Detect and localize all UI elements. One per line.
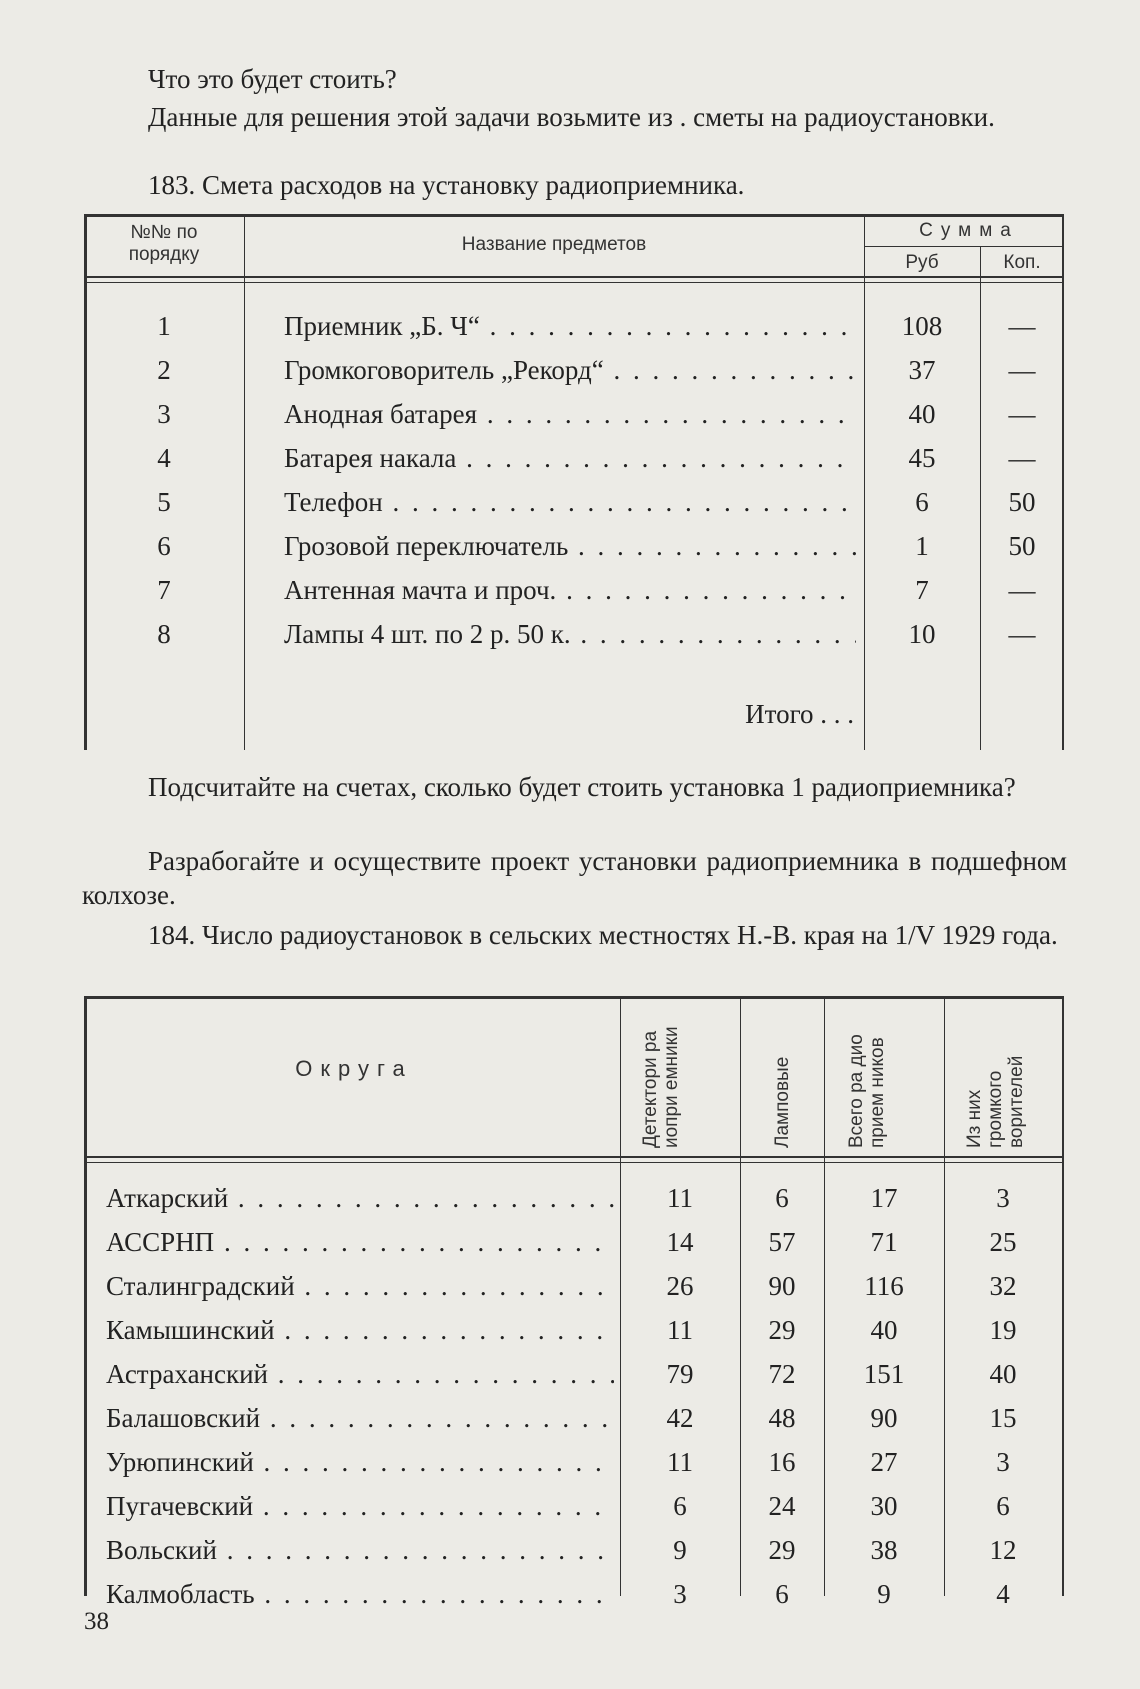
loudspeaker-count: 4 (996, 1579, 1010, 1609)
item-name: Антенная мачта и проч. . . . (284, 568, 856, 612)
item-name: Грозовой переключатель . . . (284, 524, 856, 568)
rule (84, 282, 1064, 283)
loudspeaker-count: 6 (996, 1491, 1010, 1521)
row-number: 7 (157, 575, 171, 605)
task184-heading-text (82, 918, 1067, 952)
header-total: Всего ра дио прием ников (846, 1034, 888, 1148)
item-rub: 6 (915, 487, 929, 517)
total-count: 17 (870, 1183, 898, 1213)
row-number: 2 (157, 355, 171, 385)
detector-count: 11 (667, 1447, 693, 1477)
header-detector: Детектори ра иопри емники (640, 1026, 682, 1148)
header-no: №№ по порядку (128, 222, 200, 265)
item-kop: — (1008, 443, 1036, 473)
lamp-count: 6 (775, 1183, 789, 1213)
rule (84, 1156, 1064, 1158)
item-name: Батарея накала . . . (284, 436, 856, 480)
detector-count: 11 (667, 1183, 693, 1213)
item-rub: 37 (908, 355, 936, 385)
okrug-name: Сталинградский . . . (106, 1264, 614, 1308)
total-count: 38 (870, 1535, 898, 1565)
total-label: Итого . . . (745, 699, 854, 729)
loudspeaker-count: 25 (989, 1227, 1017, 1257)
item-rub: 1 (915, 531, 929, 561)
task184-number: 184. (148, 920, 196, 950)
rule (980, 246, 981, 750)
row-number: 8 (157, 619, 171, 649)
lamp-count: 48 (768, 1403, 796, 1433)
item-name: Телефон . . . (284, 480, 856, 524)
header-okrug: Округа (295, 1056, 413, 1081)
item-kop: 50 (1008, 487, 1036, 517)
task183-heading (82, 168, 1067, 202)
rule (1062, 214, 1064, 750)
rule (864, 214, 865, 750)
lamp-count: 72 (768, 1359, 796, 1389)
project-paragraph (82, 844, 1067, 912)
rule (740, 996, 741, 1596)
row-number: 3 (157, 399, 171, 429)
loudspeaker-count: 3 (996, 1447, 1010, 1477)
row-number: 4 (157, 443, 171, 473)
okrug-name: Камышинский . . . (106, 1308, 614, 1352)
total-count: 9 (877, 1579, 891, 1609)
rule (84, 276, 1064, 278)
total-count: 27 (870, 1447, 898, 1477)
header-loud: Из них громкого ворителей (964, 1055, 1027, 1148)
detector-count: 79 (666, 1359, 694, 1389)
rule (824, 996, 825, 1596)
estimate-table (84, 214, 1064, 750)
total-count: 151 (863, 1359, 905, 1389)
header-kop: Коп. (1003, 252, 1041, 273)
lamp-count: 24 (768, 1491, 796, 1521)
header-sum: Сумма (919, 220, 1019, 241)
item-kop: — (1008, 311, 1036, 341)
total-count: 116 (864, 1271, 904, 1301)
rule (84, 1162, 1064, 1163)
okrug-name: Калмобласть . . . (106, 1572, 614, 1616)
rule (84, 996, 1064, 999)
loudspeaker-count: 12 (989, 1535, 1017, 1565)
rule (1062, 996, 1064, 1596)
loudspeaker-count: 15 (989, 1403, 1017, 1433)
item-rub: 108 (901, 311, 943, 341)
item-name: Лампы 4 шт. по 2 р. 50 к. . . . (284, 612, 856, 656)
lamp-count: 29 (768, 1535, 796, 1565)
detector-count: 14 (666, 1227, 694, 1257)
item-rub: 7 (915, 575, 929, 605)
okrug-name: АССРНП . . . (106, 1220, 614, 1264)
rule (944, 996, 945, 1596)
okrug-name: Балашовский . . . (106, 1396, 614, 1440)
header-name: Название предметов (461, 234, 647, 255)
task184-title: Число радиоустановок в сельских местностях Н.-В. края на 1/V 1929 года. (202, 920, 1058, 950)
row-number: 6 (157, 531, 171, 561)
total-count: 30 (870, 1491, 898, 1521)
okrug-name: Астраханский . . . (106, 1352, 614, 1396)
item-rub: 45 (908, 443, 936, 473)
header-lamp: Ламповые (772, 1056, 793, 1148)
detector-count: 6 (673, 1491, 687, 1521)
total-count: 71 (870, 1227, 898, 1257)
item-kop: — (1008, 399, 1036, 429)
task183-number: 183. (148, 170, 196, 200)
lamp-count: 29 (768, 1315, 796, 1345)
item-name: Анодная батарея . . . (284, 392, 856, 436)
okrug-name: Пугачевский . . . (106, 1484, 614, 1528)
okrug-name: Аткарский . . . (106, 1176, 614, 1220)
question-text: Что это будет стоить? (148, 64, 397, 94)
loudspeaker-count: 3 (996, 1183, 1010, 1213)
loudspeaker-count: 32 (989, 1271, 1017, 1301)
radio-installations-table (84, 996, 1064, 1609)
count-text: Подсчитайте на счетах, сколько будет стоить установка 1 радиоприемника? (148, 772, 1016, 802)
detector-count: 42 (666, 1403, 694, 1433)
lamp-count: 57 (768, 1227, 796, 1257)
item-kop: 50 (1008, 531, 1036, 561)
rule (84, 214, 87, 750)
rule (84, 214, 1064, 217)
lamp-count: 6 (775, 1579, 789, 1609)
item-kop: — (1008, 575, 1036, 605)
lamp-count: 90 (768, 1271, 796, 1301)
task184-heading (82, 918, 1067, 952)
rule (244, 214, 245, 750)
lamp-count: 16 (768, 1447, 796, 1477)
question-line (82, 62, 1067, 96)
page-number: 38 (84, 1608, 109, 1635)
detector-count: 3 (673, 1579, 687, 1609)
total-count: 40 (870, 1315, 898, 1345)
item-kop: — (1008, 619, 1036, 649)
item-name: Громкоговоритель „Рекорд“ . . . (284, 348, 856, 392)
rule (864, 246, 1064, 247)
rule (620, 996, 621, 1596)
detector-count: 9 (673, 1535, 687, 1565)
task183-title: Смета расходов на установку радиоприемника. (202, 170, 745, 200)
row-number: 1 (157, 311, 171, 341)
loudspeaker-count: 40 (989, 1359, 1017, 1389)
total-count: 90 (870, 1403, 898, 1433)
okrug-name: Вольский . . . (106, 1528, 614, 1572)
loudspeaker-count: 19 (989, 1315, 1017, 1345)
okrug-name: Урюпинский . . . (106, 1440, 614, 1484)
detector-count: 26 (666, 1271, 694, 1301)
item-rub: 40 (908, 399, 936, 429)
project-text: Разрабогайте и осуществите проект установки радиоприемника в подшефном колхозе. (82, 846, 1067, 910)
count-paragraph (82, 770, 1067, 804)
note-paragraph (82, 100, 1067, 134)
item-kop: — (1008, 355, 1036, 385)
detector-count: 11 (667, 1315, 693, 1345)
rule (84, 996, 87, 1596)
item-name: Приемник „Б. Ч“ . . . (284, 304, 856, 348)
item-rub: 10 (908, 619, 936, 649)
header-rub: Руб (905, 252, 939, 273)
row-number: 5 (157, 487, 171, 517)
note-text: Данные для решения этой задачи возьмите из . сметы на радиоустановки. (148, 102, 995, 132)
